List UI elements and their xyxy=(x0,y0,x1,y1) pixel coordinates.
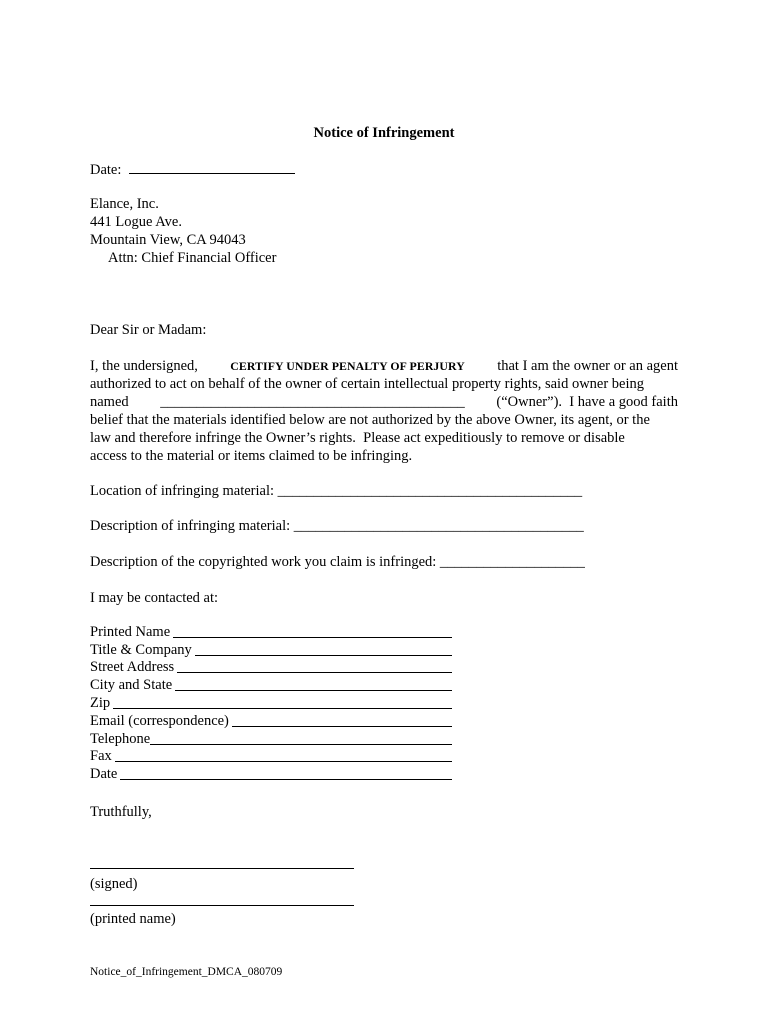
closing: Truthfully, xyxy=(90,804,152,820)
contact-row-fax[interactable] xyxy=(90,748,452,766)
contact-blank-line[interactable] xyxy=(177,672,452,673)
contact-label: Date xyxy=(90,766,118,783)
date-label: Date: xyxy=(90,162,122,178)
recipient-address xyxy=(90,195,276,267)
contact-blank-line[interactable] xyxy=(175,690,452,691)
perjury-certification: CERTIFY UNDER PENALTY OF PERJURY xyxy=(230,359,465,373)
date-blank-line[interactable] xyxy=(129,160,295,174)
signed-label: (signed) xyxy=(90,876,138,892)
contact-label: Zip xyxy=(90,694,111,711)
recipient-city: Mountain View, CA 94043 xyxy=(90,232,246,248)
contact-label: Street Address xyxy=(90,659,175,676)
contact-row-title-company[interactable] xyxy=(90,641,452,659)
contact-label: Telephone xyxy=(90,730,151,747)
contact-row-zip[interactable] xyxy=(90,694,452,712)
recipient-company: Elance, Inc. xyxy=(90,196,159,212)
description-field[interactable]: Description of infringing material: ________________________________________ xyxy=(90,518,584,534)
date-field xyxy=(90,160,295,178)
paragraph-line: belief that the materials identified below are not authorized by the above Owner, its agent, or the xyxy=(90,412,650,428)
printed-name-label: (printed name) xyxy=(90,911,176,927)
contact-blank-line[interactable] xyxy=(115,761,452,762)
printed-name-line[interactable] xyxy=(90,891,354,906)
contact-label: Email (correspondence) xyxy=(90,712,229,729)
recipient-street: 441 Logue Ave. xyxy=(90,214,182,230)
paragraph-line: access to the material or items claimed to be infringing. xyxy=(90,448,413,464)
contact-blank-line[interactable] xyxy=(232,726,452,727)
contact-blank-line[interactable] xyxy=(150,744,452,745)
contact-label: Title & Company xyxy=(90,641,192,658)
location-field[interactable]: Location of infringing material: __________________________________________ xyxy=(90,483,583,499)
contact-blank-line[interactable] xyxy=(173,637,452,638)
signature-line[interactable] xyxy=(90,855,354,869)
owner-name-blank[interactable]: __________________________________________ xyxy=(160,394,465,410)
contact-blank-line[interactable] xyxy=(120,779,452,780)
copyrighted-work-field[interactable]: Description of the copyrighted work you claim is infringed: ____________________ xyxy=(90,554,585,570)
document-title: Notice of Infringement xyxy=(313,125,455,141)
salutation: Dear Sir or Madam: xyxy=(90,322,207,338)
recipient-attention: Attn: Chief Financial Officer xyxy=(108,250,277,266)
contact-label: Printed Name xyxy=(90,623,171,640)
contact-blank-line[interactable] xyxy=(195,655,452,656)
paragraph-line: law and therefore infringe the Owner’s rights. Please act expeditiously to remove or disable xyxy=(90,430,625,446)
contact-row-printed-name[interactable] xyxy=(90,623,452,641)
footer-document-code: Notice_of_Infringement_DMCA_080709 xyxy=(90,966,283,978)
contact-blank-line[interactable] xyxy=(113,708,452,709)
contact-row-email[interactable] xyxy=(90,712,452,730)
contact-label: City and State xyxy=(90,677,173,694)
contact-intro: I may be contacted at: xyxy=(90,590,219,606)
contact-row-telephone[interactable] xyxy=(90,730,452,748)
contact-fields xyxy=(90,623,452,783)
paragraph-line: I, the undersigned, CERTIFY UNDER PENALTY OF PERJURY that I am the owner or an agent xyxy=(90,358,678,374)
paragraph-line: named __________________________________________ (“Owner”). I have a good faith xyxy=(90,394,678,410)
contact-row-date[interactable] xyxy=(90,765,452,783)
paragraph-line: authorized to act on behalf of the owner of certain intellectual property rights, said owner being xyxy=(90,376,645,392)
contact-row-city-state[interactable] xyxy=(90,676,452,694)
contact-label: Fax xyxy=(90,748,112,765)
certification-paragraph xyxy=(90,357,678,465)
contact-row-street-address[interactable] xyxy=(90,659,452,677)
